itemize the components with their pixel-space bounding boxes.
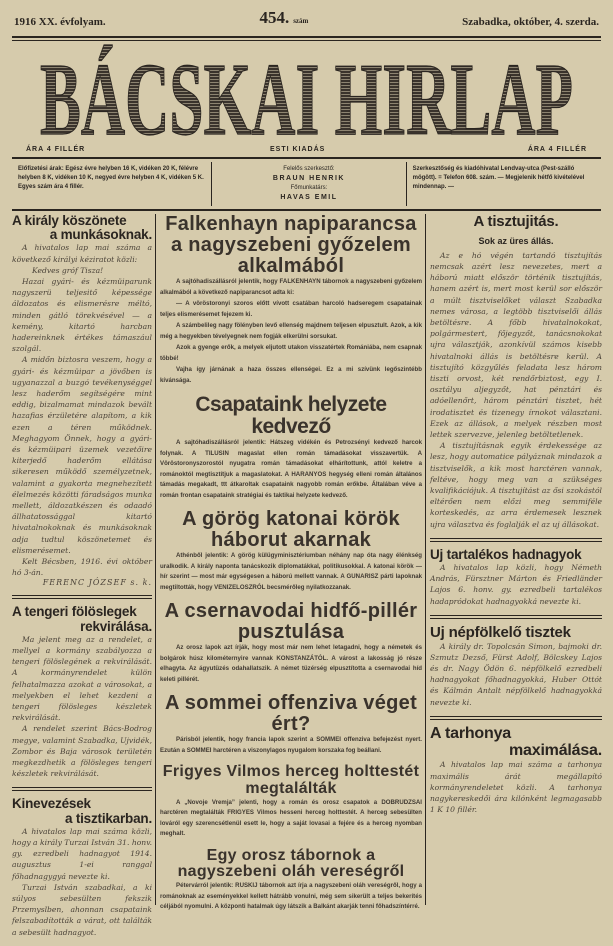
article-tengeri: [12, 605, 152, 779]
masthead-text: BÁCSKAI HIRLAP: [40, 44, 573, 142]
article-nepfolkelo: [430, 625, 602, 708]
divider: [430, 716, 602, 720]
text: 454.: [259, 8, 290, 27]
headline: A tisztujitás.: [473, 213, 559, 230]
article-paragraph: Turzai István szabadkai, a ki súlyos sebesülten fekszik Przemyslben, ahonnan csapataink felszabadították a várat, ott találták a sebesült hadnagyot.: [12, 882, 152, 937]
price-right: ÁRA 4 FILLÉR: [527, 146, 587, 153]
headline: [12, 605, 152, 633]
article-paragraph: A rendelet szerint Bács-Bodrog megye, valamint Szabadka, Ujvidék, Zombor és Baja városok területén megkezdhetik a fölösleges tengeri készletek rekvirálását.: [12, 724, 152, 779]
article-gorog: [160, 509, 422, 593]
divider: [12, 36, 601, 38]
headline: Frigyes Vilmos herceg holttestét megtalálták: [162, 763, 420, 797]
text: maximálása.: [509, 741, 602, 759]
volume: 1916 XX. évfolyam.: [14, 16, 106, 28]
text: Felelős szerkesztő:: [283, 166, 335, 172]
masthead-title: [40, 44, 573, 142]
article-paragraph: A midőn biztosra veszem, hogy a gyári- és kézmüipar a jövőben is ugyanazzal a buzgó tevékenységgel lesz haderőm segítségére mint eddig, bizalmamat mindazok bevált hazafias érzületére alapítom, a kik ezen a téren működnek. Meghagyom Önnek, hogy a gyári- és kézmüipari üzemek vezetőire kiterjedő haderőm ellátása sikeresen működő személyzetnek, valamint a gyakorta megnehezített élelmezés közötti fáradságos munka mellett, áldozatkészen és odaadó állhatatossággal kitartó hivatalnokoknak és munkásoknak adja tudtul köszönetemet és elismerésemet.: [12, 355, 152, 555]
article-paragraph: A hivatalos lap közli, hogy Németh András, Fürsztner Márton és Friedländer Lajos 6. honv. gy. ezredbeli tartalékos hadapródokat hadnagyokká nevezte ki.: [430, 563, 602, 606]
article-paragraph: Ma jelent meg az a rendelet, a mellyel a kormány szabályozza a tengeri fölöslegének a rekvirálását. A kormányrendelet külön felhatalmazza azokat a városokat, a melyekben el lehet kezdeni a tengeri fölösleges készletek rekvirálását.: [12, 634, 152, 723]
article-paragraph: Hazai gyári- és kézmüiparunk nagyszerü teljesitő képessége áldozatos és elismerésre méltó, minden gátló törekvésével — a kemény, kitartó harcban hadereinknek értékes támaszául szolgál.: [12, 276, 152, 354]
article-paragraph: A számbelileg nagy fölényben levő ellenség majdnem teljesen elpusztult. Azok, a kik még a hegyekben tévelyegnek nem fogják elkerülni sorsukat.: [160, 322, 422, 340]
right-column: [430, 214, 602, 823]
text: a tisztikarban.: [64, 810, 152, 826]
article-paragraph: Kedves gróf Tisza!: [32, 265, 104, 275]
article-paragraph: A hivatalos lap mai száma a következő királyi kéziratot közli:: [12, 243, 152, 264]
headline: Csapataink helyzete kedvező: [195, 393, 387, 439]
article-paragraph: Azok a gyenge erők, a melyek eljutott utakon visszatértek Romániába, nem csapnak többé!: [160, 344, 422, 362]
headline: Egy orosz tábornok a nagyszebeni oláh vereségről: [177, 846, 405, 881]
text: Kinevezések: [12, 796, 91, 812]
date: Szabadka, október, 4. szerda.: [462, 16, 599, 28]
headline: Falkenhayn napiparancsa a nagyszebeni győzelem alkalmából: [165, 213, 417, 277]
article-tartalekos: [430, 548, 602, 607]
article-frigyes: [160, 764, 422, 840]
edition-label: ESTI KIADÁS: [270, 146, 326, 153]
column-rule: [155, 214, 156, 905]
article-sommei: [160, 693, 422, 756]
article-orosz-tabornok: [160, 848, 422, 913]
headline: A sommei offenziva véget ért?: [164, 692, 418, 736]
divider: [12, 157, 601, 159]
article-paragraph: Az e hó végén tartandó tisztujítás nemcsak azért lesz nevezetes, mert a háború miatt először történik tisztujítás, hanem azért is, mert most kerül sor először a múlt tisztviselőket választ Szabadka nemes városa, a legtöbb tisztviselői állás betöltésre. A főbb hivatalnokokat, polgármestert, főjegyzőt, tanácsnokokat ujra választják, azonkívül számos kisebb hivatalnoki állás is betöltésre kerül. A tisztujító közgyűlés feladata lesz három tiszti orvost, két rendőrbiztost, egy I. osztályu aljegyzőt, hat pénztári és adóellenőrt, három pénztári tisztet, hét irodatisztet és tizenegy írnokot választani. Ezek az állások, a melyek részben most lettek szervezve, jelenleg betöltetlenek.: [430, 250, 602, 439]
editors: [212, 162, 406, 206]
article-paragraph: Pétervárról jelentik: RUSKIJ tábornok azt írja a nagyszebeni oláh vereségről, hogy a románoknak az eseményekkel kellett hátrább vonulni, még sem sikerült a teljes bekerítés céljából nyomulni. A központi hatalmak úgy látszik a Balkánt akarják tenni főhadszíntérré.: [160, 882, 422, 911]
text: Főmunkatárs:: [290, 185, 328, 191]
subscription-prices: Előfizetési árak: Egész évre helyben 16 K, vidéken 20 K, félévre helyben 8 K, vidéken 10 K, negyed évre helyben 4 K, vidéken 5 K. Egyes szám ára 4 fillér.: [12, 162, 212, 206]
article-falkenhayn: [160, 214, 422, 386]
text: A király köszönete: [12, 213, 127, 228]
article-csapataink: [160, 394, 422, 501]
article-paragraph: Párisból jelentik, hogy francia lapok szerint a SOMMEI offenziva befejezést nyert. Ezután a SOMMEI harctéren a viszonylagos nyugalom korszaka fog beállani.: [160, 736, 422, 754]
headline: [12, 214, 152, 242]
article-csernavoda: [160, 601, 422, 685]
article-paragraph: A hivatalos lap mai száma a tarhonya maximális árát megállapító kormányrendeletet közli. A tarhonya nagykereskedői ára kilónként legmagasabb 1 K 10 fillér.: [430, 760, 602, 815]
divider: [12, 595, 152, 599]
article-paragraph: Vajha így járnának a haza összes ellenségei. Ez a mi szívünk legőszintébb kívánsága.: [160, 366, 422, 384]
text: szám: [293, 17, 309, 25]
article-kiraly: [12, 214, 152, 587]
center-column: [160, 214, 422, 921]
headline: A görög katonai körök háborut akarnak: [182, 508, 400, 552]
article-paragraph: Athénből jelentik: A görög külügyminisztériumban néhány nap óta nagy élénkség uralkodik. A király naponta tanácskozik diplomatákkal, politikusokkal. A katonai körök — hír szerint — most már egységesen a háború mellett vannak. A GUNARISZ párti lapoknak megtiltották, hogy VENIZELOSZRÓL becsmérőleg nyilatkozzanak.: [160, 552, 422, 591]
subheadline: Sok az üres állás.: [478, 235, 554, 246]
signature: FERENC JÓZSEF s. k.: [42, 578, 152, 588]
text: rekvirálása.: [80, 618, 152, 634]
text: a munkásoknak.: [49, 227, 152, 243]
article-tarhonya: [430, 726, 602, 816]
article-paragraph: A tisztujításnak egyik érdekessége az lesz, hogy automatice pályáznak mindazok a tisztviselők, a kik most harctéren vannak, feltéve, hogy meg van a szükséges kvalifikációjuk. A tisztujítást az ősi szokástól eltérően nem előzi meg semmiféle korteskedés, az arra érdemesek lesznek ujra választva és foglalják el az uj állásokat.: [430, 441, 602, 529]
article-paragraph: A hivatalos lap mai száma közli, hogy a király Turzai István 31. honv. gy. ezredbeli hadnagyot 1914. augusztus 1-ei ranggal főhadnagygyá nevezte ki.: [12, 826, 152, 881]
text: A tengeri fölöslegek: [12, 604, 137, 620]
editor-name: BRAUN HENRIK: [272, 175, 345, 182]
article-tisztujitas: [430, 214, 602, 530]
chief-name: HAVAS EMIL: [280, 194, 338, 201]
headline: [430, 726, 602, 760]
article-paragraph: Az orosz lapok azt írják, hogy most már nem lehet letagadni, hogy a németek és bolgárok húsz kilométernyire vannak KONSTANZÁTÓL. A várost a lakosság jó része elhagyta. Az ágyutüzés odahallatszik. A német tüzérség elpusztította a csernavodai híd keleti pillérét.: [160, 644, 422, 683]
divider: [430, 538, 602, 542]
headline: A csernavodai hidfő-pillér pusztulása: [164, 600, 418, 644]
headline: Uj tartalékos hadnagyok: [430, 546, 582, 562]
price-left: ÁRA 4 FILLÉR: [26, 146, 86, 153]
article-paragraph: A sajtóhadiszállásról jelentik, hogy FALKENHAYN tábornok a nagyszebeni győzelem alkalmából a következő napiparancsot adta ki:: [160, 278, 422, 296]
article-paragraph: A „Novoje Vremja” jelenti, hogy a román és orosz csapatok a DOBRUDZSAI harctéren megtalálták FRIGYES Vilmos hesseni herceg holttestét. A herceg sebesülten lováról egy szerencsétlenül esett le, hogy a saját lovasai a fejére és a herceg nyomban meghalt.: [160, 798, 422, 838]
column-rule: [425, 214, 426, 905]
issue-number: [259, 8, 308, 28]
divider: [12, 787, 152, 791]
divider: [12, 40, 601, 41]
headline: Uj népfölkelő tisztek: [430, 623, 571, 641]
divider: [430, 615, 602, 619]
headline: [12, 797, 152, 825]
divider: [12, 209, 601, 211]
article-paragraph: A sajtóhadiszállásról jelentik: Hátszeg vidékén és Petrozsényi kedvező harcok folynak. A TILUSIN magaslat ellen román támadásokat visszavertük. A Vöröstoronyszorostól nyugatra román támadásokat elhárítottunk, attól keletre a románoktól megtisztítjuk a magaslatokat. A HARANYOS hegység elleni román általános támadás megakadt, ttt átkaroltak csapataink nagyobb román erőkbe. Általában véve a román frontan csapataink stratégiai és taktikai helyzete kedvező.: [160, 439, 422, 499]
dateline: [14, 8, 599, 28]
info-box: [12, 162, 601, 206]
article-kinevezesek: [12, 797, 152, 937]
article-paragraph: A király dr. Topolcsán Simon, bajmoki dr. Szmutz Dezső, Fürst Adolf, Bölcskey Lajos és dr. Nagy Ödön 6. népfölkelő ezredbeli hadnagyokat főhadnagyokká, Huber Ottót és Kálmán Antalt népfölkelő hadnagyokká nevezte ki.: [430, 641, 602, 707]
office-info: Szerkesztőség és kiadóhivatal Lendvay-utca (Pest-szálló mögött). = Telefon 608. szám. — Megjelenik hétfő kivételével mindennap. —: [412, 166, 585, 190]
article-paragraph: Kelt Bécsben, 1916. évi október hó 3-án.: [12, 557, 152, 578]
article-paragraph: — A vöröstoronyi szoros előtt vívott csatában harcoló hadseregem csapatainak teljes elismerésemet fejezem ki.: [160, 300, 422, 318]
text: A tarhonya: [430, 724, 511, 742]
left-column: [12, 214, 152, 946]
